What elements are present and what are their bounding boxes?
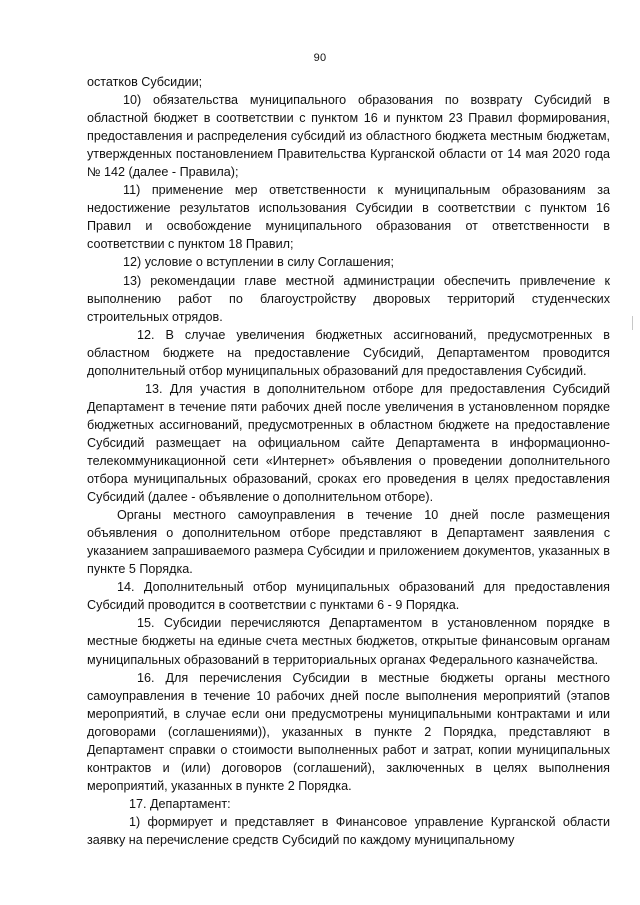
paragraph-clause-14: 14. Дополнительный отбор муниципальных образований для предоставления Субсидий проводится в соответствии с пунктами 6 - 9 Порядка. <box>87 580 610 613</box>
paragraph-item-13: 13) рекомендации главе местной администрации обеспечить привлечение к выполнению работ по благоустройству дворовых территорий студенческих строительных отрядов. <box>87 273 610 324</box>
paragraph-item-11: 11) применение мер ответственности к муниципальным образованиям за недостижение результатов использования Субсидии в соответствии с пунктом 16 Правил и освобождение муниципального образования от ответственности в соответствии с пунктом 18 Правил; <box>87 183 610 252</box>
document-body <box>87 73 610 849</box>
paragraph-clause-15: 15. Субсидии перечисляются Департаментом в установленном порядке в местные бюджеты на единые счета местных бюджетов, открытые финансовым органам муниципальных образований в территориальных органах Федерального казначейства. <box>87 616 610 667</box>
paragraph-item-10: 10) обязательства муниципального образования по возврату Субсидий в областной бюджет в соответствии с пунктом 16 и пунктом 23 Правил формирования, предоставления и распределения субсидий из областного бюджета местным бюджетам, утвержденных постановлением Правительства Курганской области от 14 мая 2020 года № 142 (далее - Правила); <box>87 93 610 180</box>
paragraph-clause-13: 13. Для участия в дополнительном отборе для предоставления Субсидий Департамент в течение пяти рабочих дней после увеличения в установленном порядке бюджетных ассигнований, предусмотренных в областном бюджете на предоставление Субсидий размещает на официальном сайте Департамента в информационно-телекоммуникационной сети «Интернет» объявления о проведении дополнительного отбора муниципальных образований, сроках его проведения в целях предоставления Субсидий (далее - объявление о дополнительном отборе). <box>87 381 610 505</box>
paragraph-clause-17: 17. Департамент: <box>129 796 231 811</box>
paragraph-local-authorities: Органы местного самоуправления в течение 10 дней после размещения объявления о дополнительном отборе представляют в Департамент заявления с указанием запрашиваемого размера Субсидии и приложением документов, указанных в пункте 5 Порядка. <box>87 508 610 577</box>
paragraph-clause-12: 12. В случае увеличения бюджетных ассигнований, предусмотренных в областном бюджете на предоставление Субсидий, Департаментом проводится дополнительный отбор муниципальных образований для предоставления Субсидий. <box>87 327 610 378</box>
paragraph-clause-17-item-1: 1) формирует и представляет в Финансовое управление Курганской области заявку на перечисление средств Субсидий по каждому муниципальному <box>87 814 610 847</box>
scan-artifact-mark <box>632 316 633 330</box>
paragraph-item-12: 12) условие о вступлении в силу Соглашения; <box>123 255 394 270</box>
paragraph-balance-subsidy: остатков Субсидии; <box>87 75 203 89</box>
paragraph-clause-16: 16. Для перечисления Субсидии в местные бюджеты органы местного самоуправления в течение 10 рабочих дней после выполнения мероприятий (этапов мероприятий, в случае если они предусмотрены муниципальными контрактами и или договорами (соглашениями)), указанных в пункте 2 Порядка, представляют в Департамент справки о стоимости выполненных работ и затрат, копии муниципальных контрактов и (или) договоров (соглашений), заключенных в целях выполнения мероприятий, указанных в пункте 2 Порядка. <box>87 670 610 793</box>
page-number: 90 <box>313 52 327 64</box>
